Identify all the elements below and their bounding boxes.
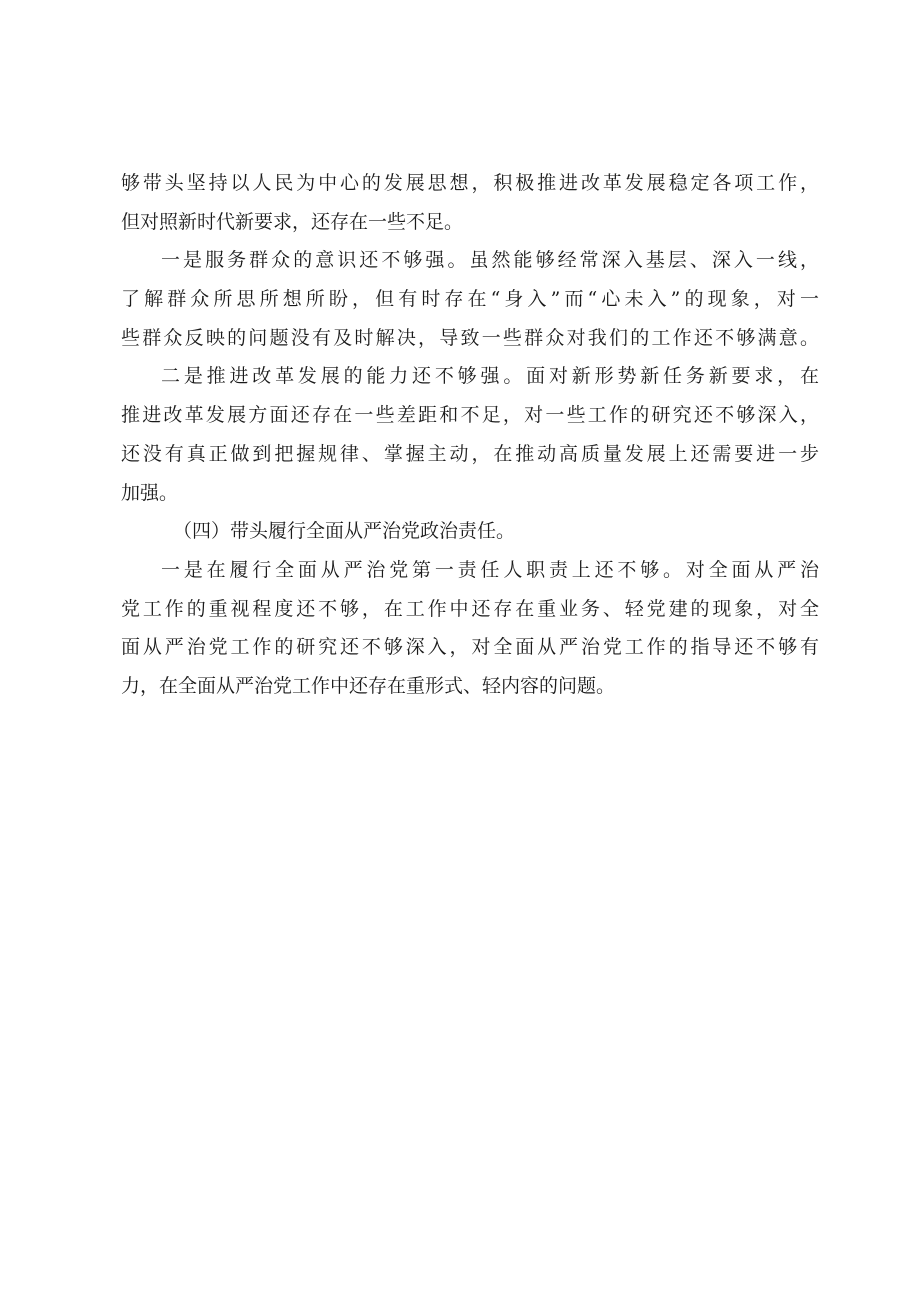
text-line: 党工作的重视程度还不够，在工作中还存在重业务、轻党建的现象，对全 [121,597,819,620]
paragraph-first-line: 二是推进改革发展的能力还不够强。面对新形势新任务新要求，在 [161,365,819,388]
text-line: 面从严治党工作的研究还不够深入，对全面从严治党工作的指导还不够有 [121,636,819,659]
body-text [121,164,819,706]
text-line: 还没有真正做到把握规律、掌握主动，在推动高质量发展上还需要进一步 [121,442,819,465]
paragraph-first-line: 一是在履行全面从严治党第一责任人职责上还不够。对全面从严治 [161,558,819,581]
text-line: 了解群众所思所想所盼，但有时存在“身入”而“心未入”的现象，对一 [121,288,819,311]
text-line: 些群众反映的问题没有及时解决，导致一些群众对我们的工作还不够满意。 [121,326,819,349]
paragraph-first-line: 一是服务群众的意识还不够强。虽然能够经常深入基层、深入一线， [161,249,819,272]
text-line: 推进改革发展方面还存在一些差距和不足，对一些工作的研究还不够深入， [121,404,819,427]
section-heading: （四）带头履行全面从严治党政治责任。 [173,520,516,543]
text-line: 加强。 [121,481,179,504]
text-line: 够带头坚持以人民为中心的发展思想，积极推进改革发展稳定各项工作， [121,172,819,194]
text-line: 力，在全面从严治党工作中还存在重形式、轻内容的问题。 [121,674,616,697]
text-line: 但对照新时代新要求，还存在一些不足。 [121,210,464,233]
